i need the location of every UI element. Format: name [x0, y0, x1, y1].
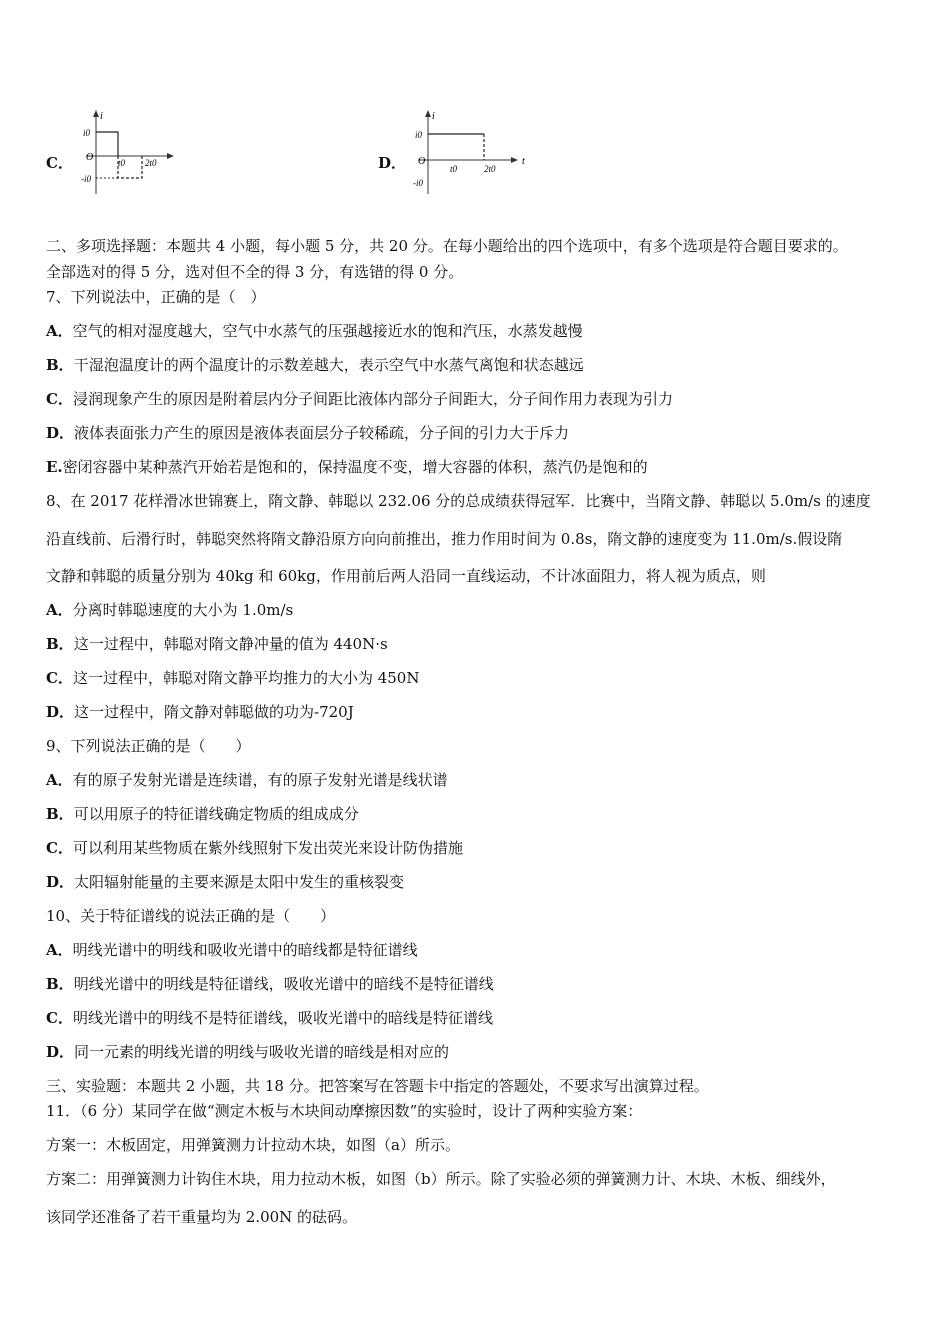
q10-option-c: C．明线光谱中的明线不是特征谱线，吸收光谱中的暗线是特征谱线: [46, 1009, 493, 1027]
graph-c-tick-neg-i0: -i0: [81, 174, 91, 184]
graph-d-tick-i0: i0: [415, 130, 423, 140]
q8-option-d: D．这一过程中，隋文静对韩聪做的功为-720J: [46, 703, 354, 721]
q8-option-c: C．这一过程中，韩聪对隋文静平均推力的大小为 450N: [46, 669, 420, 687]
q11-plan2-2: 该同学还准备了若干重量均为 2.00N 的砝码。: [46, 1208, 358, 1226]
graph-c-axis-i: i: [100, 111, 103, 122]
q7-option-a: A．空气的相对湿度越大，空气中水蒸气的压强越接近水的饱和汽压，水蒸发越慢: [46, 322, 583, 340]
q10-option-b: B．明线光谱中的明线是特征谱线，吸收光谱中的暗线不是特征谱线: [46, 975, 494, 993]
q8-stem-2: 沿直线前、后滑行时，韩聪突然将隋文静沿原方向向前推出，推力作用时间为 0.8s，隋文静的速度变为 11.0m/s.假设隋: [46, 530, 843, 548]
section2-heading-cont: 全部选对的得 5 分，选对但不全的得 3 分，有选错的得 0 分。: [46, 263, 464, 281]
section3-heading: 三、实验题：本题共 2 小题，共 18 分。把答案写在答题卡中指定的答题处，不要求写出演算过程。: [46, 1077, 709, 1095]
q10-stem: 10、关于特征谱线的说法正确的是（ ）: [46, 907, 336, 925]
graph-c-positive-pulse: [96, 132, 118, 156]
q9-option-c: C．可以利用某些物质在紫外线照射下发出荧光来设计防伪措施: [46, 839, 463, 857]
q9-option-a: A．有的原子发射光谱是连续谱，有的原子发射光谱是线状谱: [46, 771, 448, 789]
q11-stem: 11．（6 分）某同学在做“测定木板与木块间动摩擦因数”的实验时，设计了两种实验方案：: [46, 1102, 643, 1120]
q8-option-a: A．分离时韩聪速度的大小为 1.0m/s: [46, 601, 294, 619]
graph-d-tick-2t0: 2t0: [484, 164, 496, 174]
graph-c-tick-t0: t0: [118, 158, 126, 168]
q9-option-b: B．可以用原子的特征谱线确定物质的组成成分: [46, 805, 359, 823]
q7-option-e: E.密闭容器中某种蒸汽开始若是饱和的，保持温度不变，增大容器的体积，蒸汽仍是饱和的: [46, 458, 648, 476]
option-d-label: D．: [378, 154, 407, 172]
q11-plan2-1: 方案二：用弹簧测力计钩住木块，用力拉动木板，如图（b）所示。除了实验必须的弹簧测力计、木块、木板、细线外，: [46, 1170, 836, 1188]
graph-c: [78, 108, 188, 198]
graph-c-tick-2t0: 2t0: [145, 158, 157, 168]
section2-heading: 二、多项选择题：本题共 4 小题，每小题 5 分，共 20 分。在每小题给出的四个选项中，有多个选项是符合题目要求的。: [46, 237, 848, 255]
q7-option-c: C．浸润现象产生的原因是附着层内分子间距比液体内部分子间距大，分子间作用力表现为引力: [46, 390, 673, 408]
q9-option-d: D．太阳辐射能量的主要来源是太阳中发生的重核裂变: [46, 873, 405, 891]
graph-d-tick-t0: t0: [450, 164, 458, 174]
q8-stem-1: 8、在 2017 花样滑冰世锦赛上，隋文静、韩聪以 232.06 分的总成绩获得冠军．比赛中，当隋文静、韩聪以 5.0m/s 的速度: [46, 492, 871, 510]
q9-stem: 9、下列说法正确的是（ ）: [46, 737, 251, 755]
q7-option-b: B．干湿泡温度计的两个温度计的示数差越大，表示空气中水蒸气离饱和状态越远: [46, 356, 584, 374]
q7-option-d: D．液体表面张力产生的原因是液体表面层分子较稀疏，分子间的引力大于斥力: [46, 424, 570, 442]
q8-stem-3: 文静和韩聪的质量分别为 40kg 和 60kg，作用前后两人沿同一直线运动，不计冰面阻力，将人视为质点，则: [46, 567, 766, 585]
q11-plan1: 方案一：木板固定，用弹簧测力计拉动木块，如图（a）所示。: [46, 1136, 460, 1154]
graph-d: [410, 108, 540, 198]
graph-d-axis-i: i: [432, 111, 435, 122]
graph-c-origin: O: [86, 152, 94, 163]
graph-c-tick-i0: i0: [83, 128, 91, 138]
graph-d-axis-t: t: [522, 156, 525, 167]
q10-option-a: A．明线光谱中的明线和吸收光谱中的暗线都是特征谱线: [46, 941, 418, 959]
q8-option-b: B．这一过程中，韩聪对隋文静冲量的值为 440N·s: [46, 635, 388, 653]
q10-option-d: D．同一元素的明线光谱的明线与吸收光谱的暗线是相对应的: [46, 1043, 450, 1061]
option-c-label: C．: [46, 154, 73, 172]
graph-d-tick-neg-i0: -i0: [413, 178, 423, 188]
graph-d-origin: O: [418, 156, 426, 167]
q7-stem: 7、下列说法中，正确的是（ ）: [46, 288, 266, 306]
